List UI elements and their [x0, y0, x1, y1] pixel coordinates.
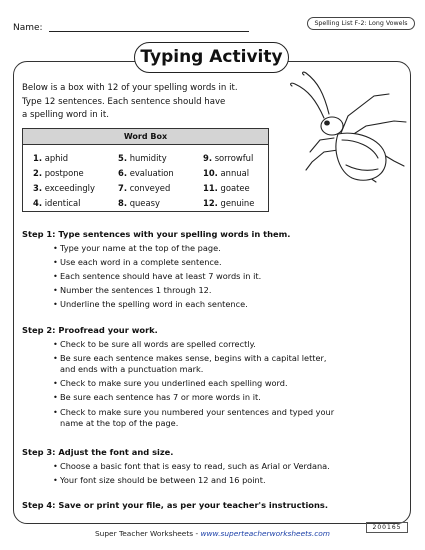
name-line [49, 31, 249, 32]
word-box-item [118, 183, 170, 193]
spelling-word: sorrowful [214, 153, 254, 163]
spelling-word: aphid [44, 153, 69, 163]
word-number: 8. [118, 198, 128, 208]
word-box-item [118, 168, 174, 178]
spelling-word: humidity [129, 153, 167, 163]
bullet-line: • Choose a basic font that is easy to read, such as Arial or Verdana. [60, 460, 330, 471]
page-title: Typing Activity [134, 42, 289, 73]
step-heading: Step 3: Adjust the font and size. [22, 447, 174, 457]
bullet-line: • Use each word in a complete sentence. [60, 256, 222, 267]
word-box-item [203, 153, 253, 163]
footer-url-link[interactable]: www.superteacherworksheets.com [200, 529, 330, 538]
worksheet-code: 200165 [366, 522, 408, 533]
instruction-bullet [60, 353, 400, 376]
bullet-line: • Check to make sure you underlined each spelling word. [60, 378, 288, 389]
name-label: Name: [13, 23, 43, 33]
spelling-word: goatee [220, 183, 250, 193]
word-number: 9. [203, 153, 213, 163]
word-number: 12. [203, 198, 218, 208]
step-heading: Step 2: Proofread your work. [22, 325, 158, 335]
instruction-bullet [60, 243, 400, 255]
bullet-line: • Type your name at the top of the page. [60, 242, 221, 253]
word-box-item [203, 183, 250, 193]
bullet-line: • Be sure each sentence makes sense, begins with a capital letter, [60, 352, 327, 363]
word-number: 11. [203, 183, 218, 193]
bullet-line: • Your font size should be between 12 and 16 point. [60, 474, 266, 485]
spelling-word: exceedingly [44, 183, 95, 193]
spelling-word: queasy [129, 198, 160, 208]
footer-site-name: Super Teacher Worksheets - [94, 529, 201, 538]
bullet-line: • Underline the spelling word in each sentence. [60, 298, 248, 309]
spelling-word: conveyed [129, 183, 171, 193]
step-heading: Step 1: Type sentences with your spelling words in them. [22, 229, 291, 239]
word-box-item [33, 168, 84, 178]
word-box-item [33, 198, 80, 208]
aphid-bug-icon [286, 70, 411, 188]
word-box-item [33, 153, 68, 163]
spelling-word: identical [44, 198, 81, 208]
word-number: 3. [33, 183, 43, 193]
bullet-line: and ends with a punctuation mark. [60, 364, 204, 375]
word-box-item [118, 153, 167, 163]
instruction-bullet [60, 271, 400, 283]
word-box-item [203, 198, 254, 208]
step-heading: Step 4: Save or print your file, as per your teacher's instructions. [22, 500, 328, 510]
intro-text [22, 82, 267, 123]
word-number: 2. [33, 168, 43, 178]
bullet-line: • Check to be sure all words are spelled correctly. [60, 338, 256, 349]
word-number: 5. [118, 153, 128, 163]
instruction-bullet [60, 392, 400, 404]
spelling-word: genuine [220, 198, 255, 208]
instruction-bullet [60, 299, 400, 311]
instruction-bullet [60, 285, 400, 297]
instruction-bullet [60, 257, 400, 269]
footer [80, 529, 345, 538]
instruction-bullet [60, 475, 400, 487]
spelling-word: annual [220, 168, 250, 178]
word-number: 1. [33, 153, 43, 163]
instruction-bullet [60, 378, 400, 390]
word-box-heading: Word Box [23, 129, 268, 145]
bullet-line: • Check to make sure you numbered your sentences and typed your [60, 406, 335, 417]
intro-line: a spelling word in it. [22, 110, 109, 120]
bullet-line: • Each sentence should have at least 7 words in it. [60, 270, 262, 281]
intro-line: Type 12 sentences. Each sentence should have [22, 96, 226, 107]
word-box-item [203, 168, 249, 178]
instruction-bullet [60, 407, 400, 430]
word-box-item [33, 183, 95, 193]
instruction-bullet [60, 461, 400, 473]
spelling-list-badge: Spelling List F-2: Long Vowels [307, 17, 415, 30]
spelling-word: postpone [44, 168, 84, 178]
instruction-bullet [60, 339, 400, 351]
bullet-line: name at the top of the page. [60, 418, 179, 428]
word-number: 4. [33, 198, 43, 208]
word-number: 7. [118, 183, 128, 193]
spelling-word: evaluation [129, 168, 174, 178]
word-number: 6. [118, 168, 128, 178]
word-box-item [118, 198, 160, 208]
intro-line: Below is a box with 12 of your spelling words in it. [22, 83, 238, 93]
bullet-line: • Be sure each sentence has 7 or more words in it. [60, 392, 261, 403]
bullet-line: • Number the sentences 1 through 12. [60, 284, 212, 295]
word-number: 10. [203, 168, 218, 178]
